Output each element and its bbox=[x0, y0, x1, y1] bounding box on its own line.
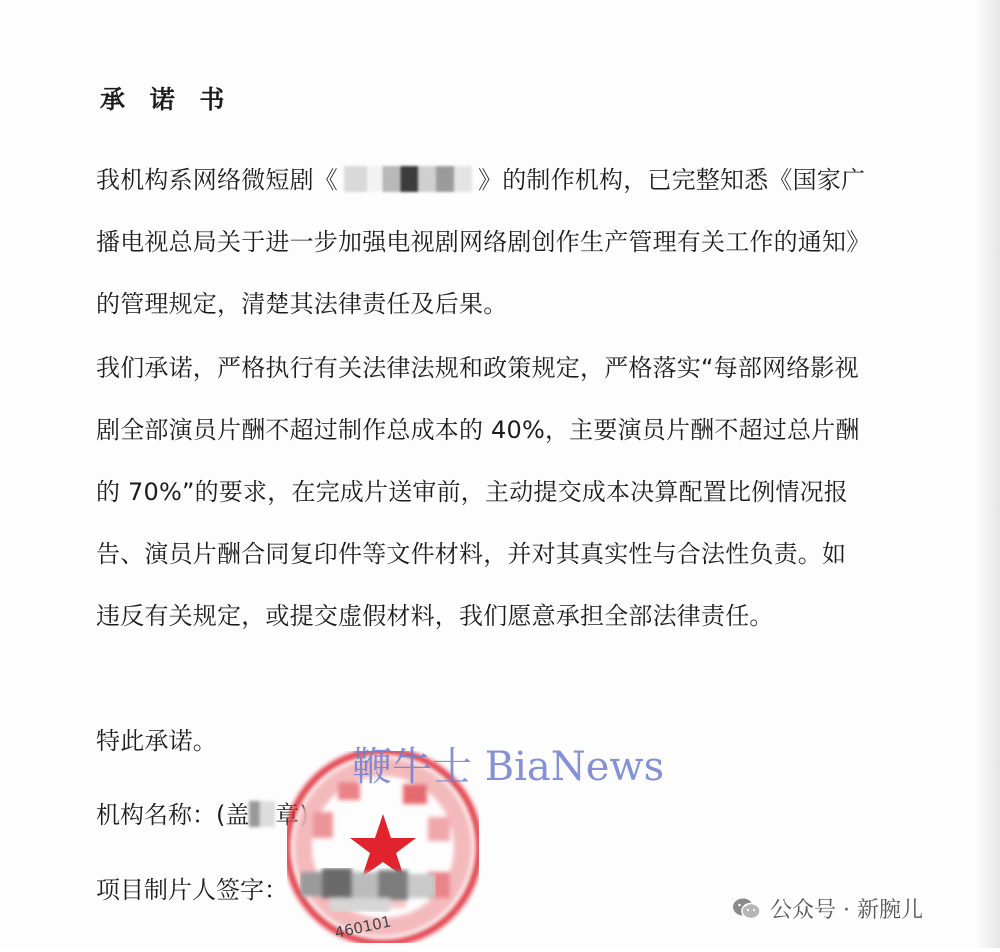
seal-partial-number: 460101 bbox=[333, 912, 393, 942]
document-title: 承 诺 书 bbox=[100, 85, 233, 114]
redacted-drama-title bbox=[344, 166, 472, 192]
wechat-account-text: 公众号 · 新腕儿 bbox=[770, 898, 923, 923]
org-name-label-end: 章) bbox=[275, 801, 309, 829]
paragraph-2: 我们承诺，严格执行有关法律法规和政策规定，严格落实“每部网络影视剧全部演员片酬不超过制作总成本的 40%，主要演员片酬不超过总片酬的 70%”的要求，在完成片送审前，主动提交成本决算配置比例情况报告、演员片酬合同复印件等文件材料，并对其真实性与合法性负责。如违反有关规定，或提交虚假材料，我们愿意承担全部法律责任。 bbox=[96, 354, 860, 630]
page-edge-shadow bbox=[972, 0, 1000, 948]
org-name-label: 机构名称：(盖 bbox=[96, 801, 250, 829]
closing-line: 特此承诺。 bbox=[96, 727, 217, 755]
signature-blurred bbox=[300, 860, 470, 920]
paragraph-1-start: 我机构系网络微短剧《 bbox=[96, 166, 338, 194]
redacted-seal-char bbox=[249, 801, 275, 827]
wechat-account-tag bbox=[732, 893, 923, 924]
paragraph-1 bbox=[96, 149, 866, 335]
signer-line bbox=[96, 875, 288, 905]
bianews-watermark: 鞭牛士 BiaNews bbox=[352, 744, 665, 790]
org-name-line bbox=[96, 800, 309, 830]
paragraph-1-end: 》的制作机构，已完整知悉《国家广播电视总局关于进一步加强电视剧网络剧创作生产管理有关工作的通知》的管理规定，清楚其法律责任及后果。 bbox=[96, 166, 866, 318]
signer-label: 项目制片人签字： bbox=[96, 876, 288, 904]
wechat-icon bbox=[732, 896, 762, 922]
